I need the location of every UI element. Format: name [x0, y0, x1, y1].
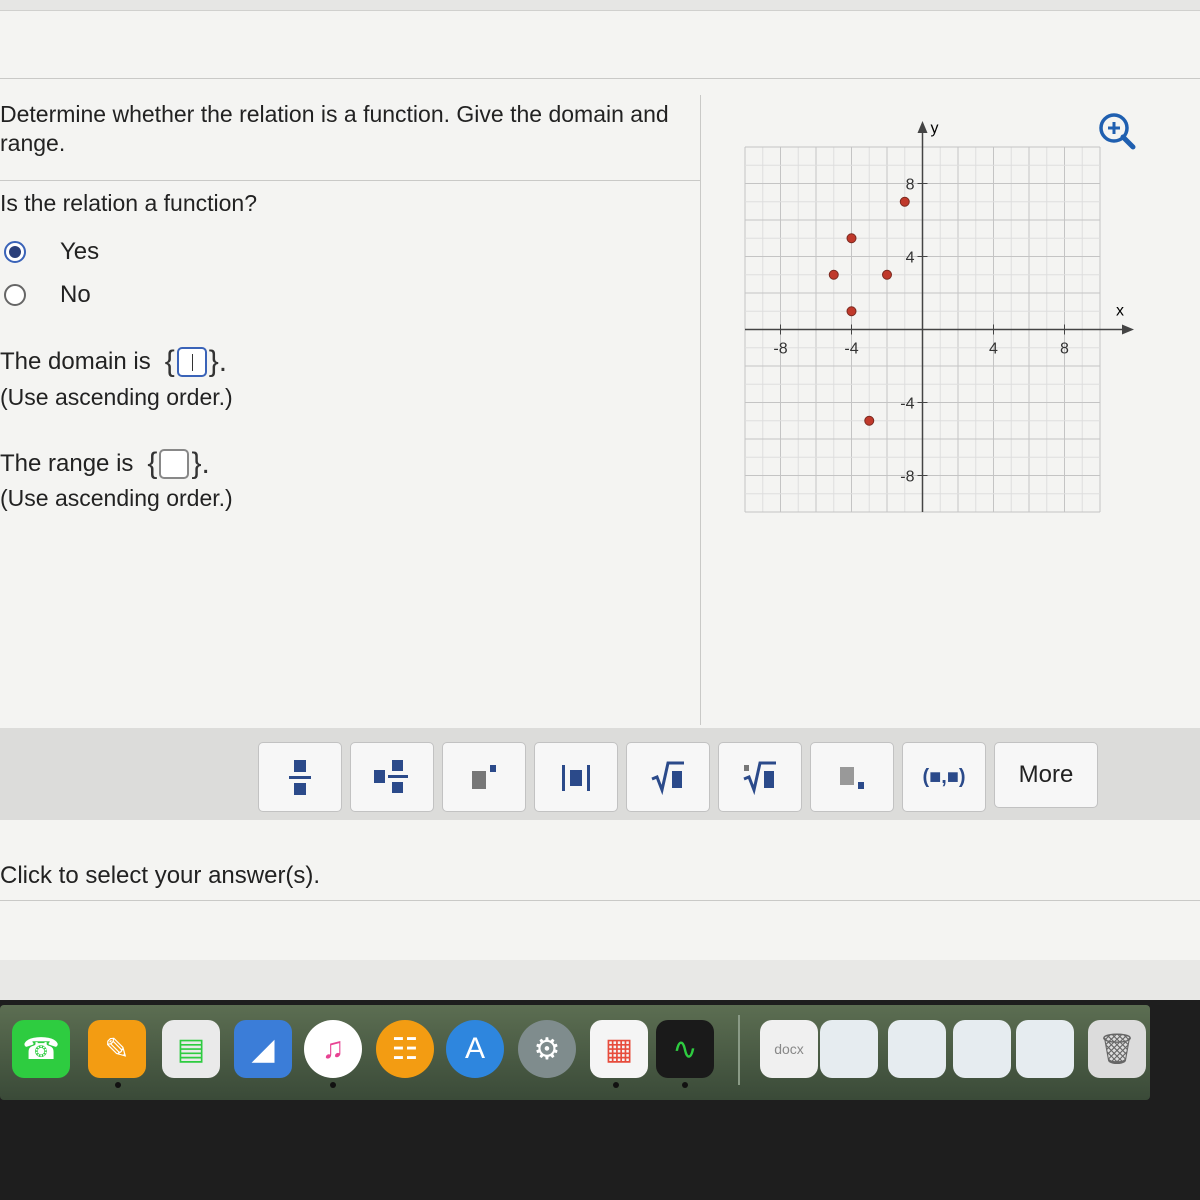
fraction-button[interactable] — [258, 742, 342, 812]
y-axis-label: y — [930, 120, 939, 137]
absolute-value-icon — [558, 757, 594, 797]
question-divider — [0, 180, 700, 181]
app-store-icon[interactable]: A — [446, 1020, 504, 1078]
numbers-icon[interactable]: ▤ — [162, 1020, 220, 1078]
itunes-icon[interactable]: ♫ — [304, 1020, 362, 1078]
mixed-number-button[interactable] — [350, 742, 434, 812]
nth-root-button[interactable] — [718, 742, 802, 812]
y-tick-label: -4 — [900, 395, 915, 413]
question-prompt: Determine whether the relation is a function. Give the domain and range. — [0, 101, 669, 156]
y-axis-arrow — [918, 121, 928, 133]
coordinate-graph — [730, 115, 1150, 525]
running-indicator — [613, 1082, 619, 1088]
screenshot-icon[interactable] — [1016, 1020, 1074, 1078]
range-prefix: The range is — [0, 450, 134, 477]
fraction-icon — [285, 757, 315, 797]
radio-no[interactable] — [4, 284, 26, 306]
pages-icon[interactable]: ✎ — [88, 1020, 146, 1078]
x-tick-label: -8 — [773, 340, 788, 358]
running-indicator — [682, 1082, 688, 1088]
panel-divider — [700, 95, 701, 725]
more-button[interactable]: More — [994, 742, 1098, 808]
subscript-button[interactable] — [810, 742, 894, 812]
screenshot-icon[interactable] — [953, 1020, 1011, 1078]
domain-close-brace: }. — [208, 345, 228, 378]
ordered-pair-icon: (■,■) — [922, 765, 966, 788]
activity-monitor-icon[interactable]: ∿ — [656, 1020, 714, 1078]
range-open-brace: { — [147, 447, 158, 480]
domain-input[interactable] — [177, 347, 207, 377]
graph-axes — [745, 121, 1134, 512]
math-toolbar — [258, 742, 1098, 812]
graph-point — [847, 307, 856, 316]
instruction-divider — [0, 900, 1200, 901]
domain-prefix: The domain is — [0, 348, 151, 375]
x-axis-label: x — [1116, 302, 1124, 320]
mixed-number-icon — [372, 757, 412, 797]
y-tick-label: 8 — [905, 176, 915, 194]
exponent-button[interactable] — [442, 742, 526, 812]
subscript-icon — [835, 757, 869, 797]
running-indicator — [330, 1082, 336, 1088]
graph-point — [829, 270, 838, 279]
square-root-button[interactable] — [626, 742, 710, 812]
running-indicator — [115, 1082, 121, 1088]
option-no-label: No — [60, 281, 91, 308]
keynote-icon[interactable]: ◢ — [234, 1020, 292, 1078]
dock-separator — [738, 1015, 740, 1085]
instruction-text: Click to select your answer(s). — [0, 862, 321, 889]
square-root-icon — [650, 757, 686, 797]
document-icon[interactable]: docx — [760, 1020, 818, 1078]
trash-icon[interactable]: 🗑 — [1088, 1020, 1146, 1078]
graph-point — [900, 197, 909, 206]
domain-answer-line — [0, 345, 229, 379]
range-close-brace: }. — [191, 447, 210, 480]
footer-band — [0, 960, 1200, 1000]
range-answer-line — [0, 447, 212, 481]
top-divider — [0, 78, 1200, 79]
range-input[interactable] — [159, 449, 189, 479]
absolute-value-button[interactable] — [534, 742, 618, 812]
x-tick-label: 8 — [1060, 340, 1069, 358]
graph-point — [883, 270, 892, 279]
exponent-icon — [467, 757, 501, 797]
x-tick-label: -4 — [844, 340, 859, 358]
screenshot-icon[interactable] — [820, 1020, 878, 1078]
nth-root-icon — [742, 757, 778, 797]
facetime-icon[interactable]: ☎ — [12, 1020, 70, 1078]
function-question: Is the relation a function? — [0, 190, 257, 216]
ordered-pair-button[interactable] — [902, 742, 986, 812]
ibooks-icon[interactable]: ☷ — [376, 1020, 434, 1078]
calendar-icon[interactable]: ▦ — [590, 1020, 648, 1078]
system-preferences-icon[interactable]: ⚙ — [518, 1020, 576, 1078]
x-tick-label: 4 — [989, 340, 998, 358]
y-tick-label: 4 — [905, 249, 915, 267]
option-yes-label: Yes — [60, 238, 100, 265]
x-axis-arrow — [1122, 325, 1134, 335]
domain-open-brace: { — [164, 345, 175, 378]
screenshot-icon[interactable] — [888, 1020, 946, 1078]
graph-point — [865, 416, 874, 425]
range-hint: (Use ascending order.) — [0, 485, 233, 511]
option-yes[interactable] — [0, 238, 99, 266]
y-tick-label: -8 — [900, 468, 915, 486]
graph-point — [847, 234, 856, 243]
radio-yes[interactable] — [4, 241, 26, 263]
option-no[interactable] — [0, 281, 91, 309]
domain-hint: (Use ascending order.) — [0, 384, 233, 410]
top-bar — [0, 0, 1200, 11]
